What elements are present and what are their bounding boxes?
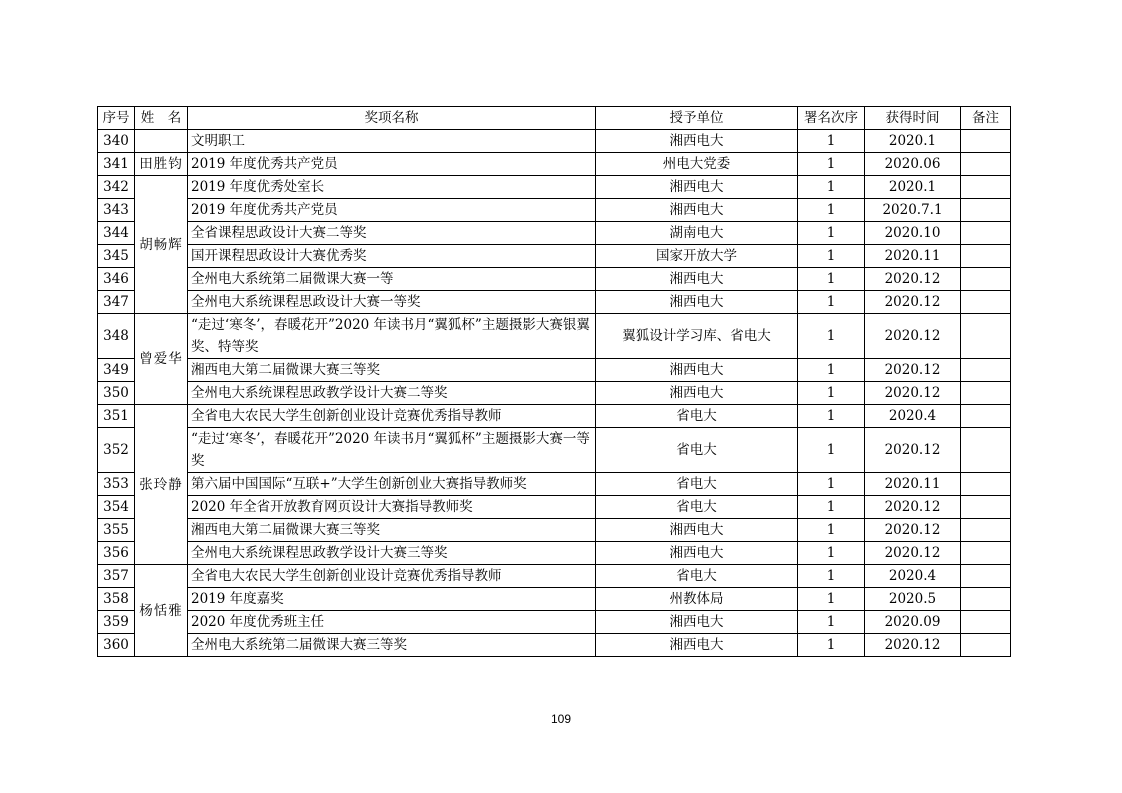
cell-time: 2020.4 [865,565,961,588]
cell-time: 2020.1 [865,130,961,153]
cell-award: 全州电大系统课程思政教学设计大赛二等奖 [188,382,596,405]
cell-award: 全州电大系统课程思政设计大赛一等奖 [188,291,596,314]
table-row [98,428,1011,473]
cell-time: 2020.4 [865,405,961,428]
header-row [98,107,1011,130]
cell-unit: 湘西电大 [596,382,798,405]
cell-order: 1 [798,359,865,382]
table-row [98,359,1011,382]
table-row [98,519,1011,542]
cell-seq: 355 [98,519,135,542]
table-row [98,473,1011,496]
cell-order: 1 [798,268,865,291]
cell-order: 1 [798,496,865,519]
cell-award: 2019 年度优秀共产党员 [188,199,596,222]
cell-unit: 湘西电大 [596,268,798,291]
header-seq: 序号 [98,107,135,130]
cell-order: 1 [798,634,865,657]
table-row [98,176,1011,199]
cell-seq: 347 [98,291,135,314]
table-row [98,405,1011,428]
cell-order: 1 [798,611,865,634]
cell-time: 2020.12 [865,291,961,314]
cell-order: 1 [798,542,865,565]
cell-unit: 湖南电大 [596,222,798,245]
cell-note [961,291,1011,314]
header-note: 备注 [961,107,1011,130]
cell-award: 国开课程思政设计大赛优秀奖 [188,245,596,268]
cell-unit: 国家开放大学 [596,245,798,268]
cell-time: 2020.5 [865,588,961,611]
cell-order: 1 [798,588,865,611]
cell-note [961,405,1011,428]
cell-seq: 358 [98,588,135,611]
cell-order: 1 [798,405,865,428]
cell-order: 1 [798,199,865,222]
cell-order: 1 [798,519,865,542]
cell-unit: 省电大 [596,496,798,519]
cell-note [961,634,1011,657]
awards-table-container [97,106,1011,657]
cell-seq: 357 [98,565,135,588]
table-row [98,130,1011,153]
cell-note [961,588,1011,611]
cell-seq: 346 [98,268,135,291]
cell-award: 2019 年度嘉奖 [188,588,596,611]
cell-seq: 345 [98,245,135,268]
cell-note [961,611,1011,634]
table-row [98,291,1011,314]
cell-award: 全省电大农民大学生创新创业设计竞赛优秀指导教师 [188,405,596,428]
cell-award: “走过‘寒冬’，春暖花开”2020 年读书月“翼狐杯”主题摄影大赛银翼奖、特等奖 [188,314,596,359]
cell-time: 2020.7.1 [865,199,961,222]
table-row [98,542,1011,565]
cell-order: 1 [798,565,865,588]
cell-award: 全州电大系统第二届微课大赛一等 [188,268,596,291]
cell-unit: 省电大 [596,473,798,496]
cell-seq: 342 [98,176,135,199]
cell-time: 2020.10 [865,222,961,245]
cell-unit: 湘西电大 [596,542,798,565]
cell-unit: 湘西电大 [596,519,798,542]
cell-time: 2020.12 [865,314,961,359]
cell-note [961,268,1011,291]
cell-seq: 354 [98,496,135,519]
cell-note [961,130,1011,153]
table-header [98,107,1011,130]
cell-note [961,176,1011,199]
cell-note [961,473,1011,496]
cell-time: 2020.1 [865,176,961,199]
cell-award: 全州电大系统第二届微课大赛三等奖 [188,634,596,657]
cell-award: 全省课程思政设计大赛二等奖 [188,222,596,245]
cell-time: 2020.11 [865,473,961,496]
cell-award: 2019 年度优秀共产党员 [188,153,596,176]
cell-order: 1 [798,428,865,473]
header-name: 姓 名 [135,107,188,130]
page-number: 109 [550,712,572,726]
table-row [98,199,1011,222]
cell-time: 2020.12 [865,519,961,542]
cell-time: 2020.12 [865,542,961,565]
table-row [98,314,1011,359]
cell-award: 全州电大系统课程思政教学设计大赛三等奖 [188,542,596,565]
table-row [98,565,1011,588]
cell-unit: 湘西电大 [596,291,798,314]
cell-unit: 省电大 [596,428,798,473]
cell-order: 1 [798,130,865,153]
cell-name: 胡畅辉 [135,176,188,314]
cell-time: 2020.12 [865,428,961,473]
cell-name: 曾爱华 [135,314,188,405]
cell-order: 1 [798,245,865,268]
cell-unit: 州电大党委 [596,153,798,176]
cell-unit: 湘西电大 [596,176,798,199]
cell-unit: 湘西电大 [596,130,798,153]
cell-note [961,428,1011,473]
cell-unit: 湘西电大 [596,359,798,382]
cell-seq: 359 [98,611,135,634]
cell-seq: 349 [98,359,135,382]
cell-unit: 湘西电大 [596,199,798,222]
cell-order: 1 [798,382,865,405]
cell-award: 湘西电大第二届微课大赛三等奖 [188,519,596,542]
cell-order: 1 [798,473,865,496]
cell-note [961,222,1011,245]
cell-award: 2020 年度优秀班主任 [188,611,596,634]
cell-name [135,130,188,153]
cell-time: 2020.06 [865,153,961,176]
cell-note [961,314,1011,359]
cell-time: 2020.12 [865,634,961,657]
table-row [98,153,1011,176]
table-row [98,496,1011,519]
table-row [98,222,1011,245]
cell-note [961,359,1011,382]
cell-seq: 353 [98,473,135,496]
cell-note [961,382,1011,405]
cell-time: 2020.12 [865,382,961,405]
cell-time: 2020.11 [865,245,961,268]
cell-award: 全省电大农民大学生创新创业设计竞赛优秀指导教师 [188,565,596,588]
cell-unit: 州教体局 [596,588,798,611]
cell-order: 1 [798,291,865,314]
table-body [98,130,1011,657]
cell-name: 张玲静 [135,405,188,565]
cell-unit: 省电大 [596,405,798,428]
cell-time: 2020.09 [865,611,961,634]
cell-note [961,199,1011,222]
cell-award: 2019 年度优秀处室长 [188,176,596,199]
cell-seq: 344 [98,222,135,245]
awards-table [97,106,1011,657]
cell-seq: 350 [98,382,135,405]
cell-note [961,542,1011,565]
cell-name: 田胜钧 [135,153,188,176]
cell-note [961,565,1011,588]
cell-name: 杨恬雅 [135,565,188,657]
cell-award: 第六届中国国际“互联+”大学生创新创业大赛指导教师奖 [188,473,596,496]
cell-seq: 340 [98,130,135,153]
header-award: 奖项名称 [188,107,596,130]
cell-seq: 343 [98,199,135,222]
cell-seq: 341 [98,153,135,176]
header-time: 获得时间 [865,107,961,130]
cell-time: 2020.12 [865,268,961,291]
table-row [98,382,1011,405]
cell-seq: 352 [98,428,135,473]
cell-order: 1 [798,314,865,359]
cell-seq: 360 [98,634,135,657]
cell-award: “走过‘寒冬’，春暖花开”2020 年读书月“翼狐杯”主题摄影大赛一等奖 [188,428,596,473]
cell-seq: 356 [98,542,135,565]
cell-note [961,496,1011,519]
table-row [98,268,1011,291]
cell-order: 1 [798,176,865,199]
table-row [98,245,1011,268]
table-row [98,634,1011,657]
cell-note [961,519,1011,542]
cell-unit: 湘西电大 [596,634,798,657]
cell-order: 1 [798,153,865,176]
cell-note [961,245,1011,268]
cell-award: 湘西电大第二届微课大赛三等奖 [188,359,596,382]
cell-unit: 省电大 [596,565,798,588]
table-row [98,588,1011,611]
cell-unit: 翼狐设计学习库、省电大 [596,314,798,359]
cell-award: 文明职工 [188,130,596,153]
cell-time: 2020.12 [865,359,961,382]
cell-award: 2020 年全省开放教育网页设计大赛指导教师奖 [188,496,596,519]
cell-note [961,153,1011,176]
header-order: 署名次序 [798,107,865,130]
cell-time: 2020.12 [865,496,961,519]
cell-unit: 湘西电大 [596,611,798,634]
cell-seq: 348 [98,314,135,359]
header-unit: 授予单位 [596,107,798,130]
cell-order: 1 [798,222,865,245]
cell-seq: 351 [98,405,135,428]
table-row [98,611,1011,634]
